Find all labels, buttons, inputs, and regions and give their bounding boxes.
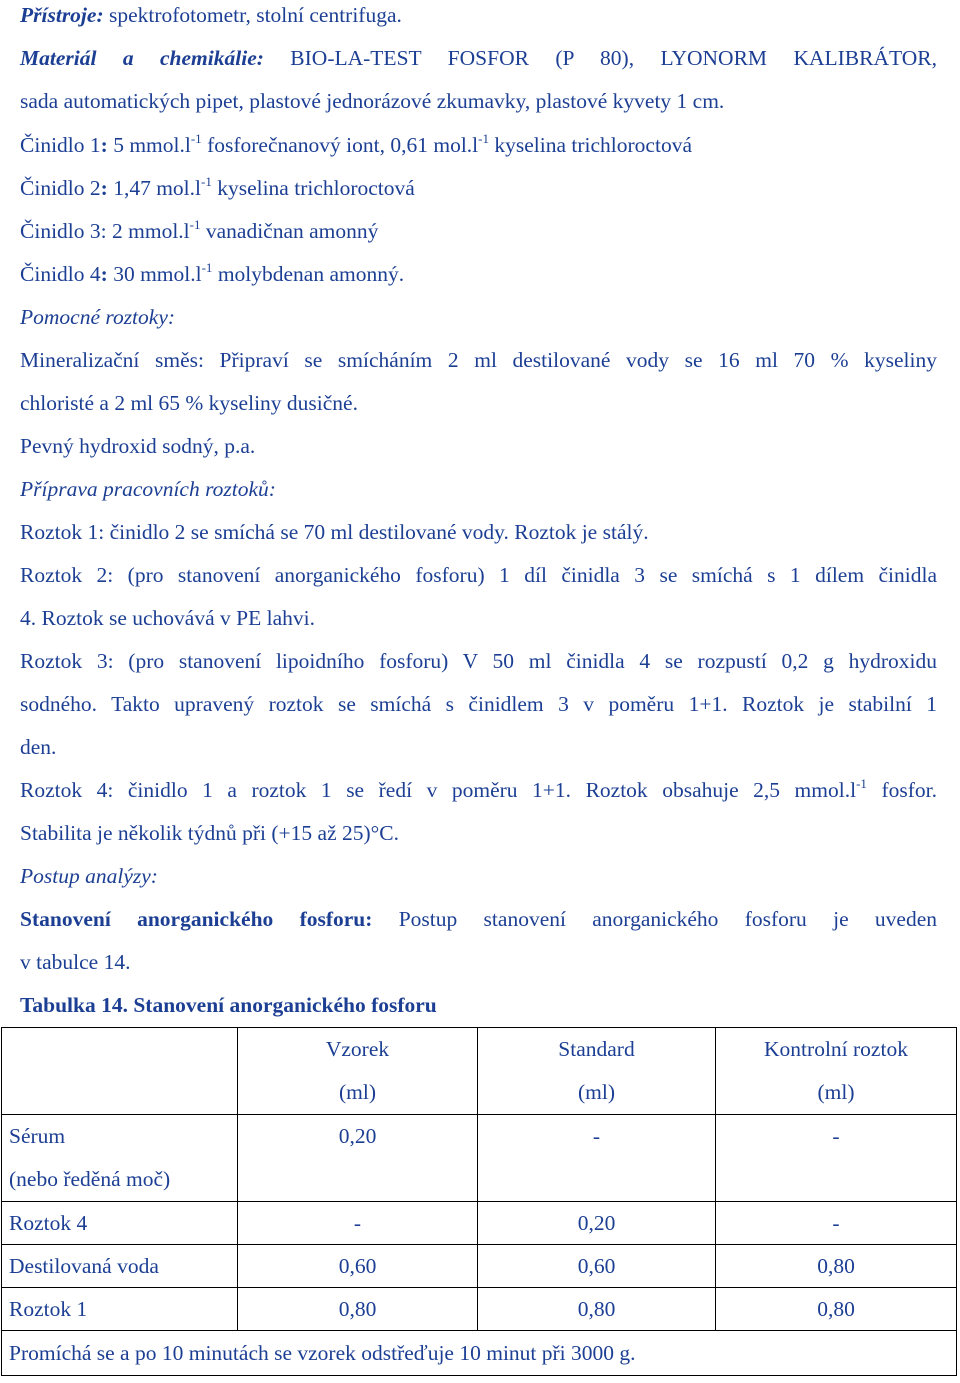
postup-label: Stanovení anorganického fosforu:	[20, 907, 373, 931]
roztok-3-text-3: den.	[20, 735, 57, 759]
roztok-2-text-2: 4. Roztok se uchovává v PE lahvi.	[20, 606, 315, 630]
table-caption: Tabulka 14. Stanovení anorganického fosforu	[20, 993, 437, 1017]
postup-heading: Postup analýzy:	[20, 864, 158, 888]
table-footer-row	[2, 1331, 957, 1376]
cinidlo-3: Činidlo 3: 2 $mmol.l^{-1}$ vanadičnan amonný	[20, 217, 379, 243]
table-cell: -	[238, 1202, 478, 1245]
table-header-cell: Kontrolní roztok (ml)	[716, 1028, 957, 1115]
cinidlo-2-label: Činidlo 2	[20, 176, 101, 200]
table-header-cell: Vzorek (ml)	[238, 1028, 478, 1115]
table-cell: 0,80	[478, 1288, 716, 1331]
table-cell: 0,20	[238, 1115, 478, 1202]
cinidlo-4-label: Činidlo 4	[20, 262, 101, 286]
table-cell: 0,80	[238, 1288, 478, 1331]
table-row	[2, 1288, 957, 1331]
priprava-heading: Příprava pracovních roztoků:	[20, 477, 276, 501]
cinidlo-3-label: Činidlo 3	[20, 219, 101, 243]
table-row-label: Destilovaná voda	[2, 1245, 238, 1288]
table-cell: 0,80	[716, 1288, 957, 1331]
material-label: Materiál a chemikálie:	[20, 46, 264, 70]
table-header-cell: Standard (ml)	[478, 1028, 716, 1115]
roztok-3-text-1: Roztok 3: (pro stanovení lipoidního fosforu) V 50 ml činidla 4 se rozpustí 0,2 g hydroxidu	[20, 649, 937, 673]
table-cell: -	[716, 1115, 957, 1202]
postup-line-2: v tabulce 14.	[20, 950, 131, 974]
pristroje-text: spektrofotometr, stolní centrifuga.	[103, 3, 402, 27]
table-cell: 0,60	[238, 1245, 478, 1288]
postup-line-1: Stanovení anorganického fosforu: Postup stanovení anorganického fosforu je uveden	[20, 907, 938, 931]
cinidlo-4: Činidlo 4: 30 $mmol.l^{-1}$ molybdenan amonný.	[20, 260, 405, 286]
table-row-label: Roztok 4	[2, 1202, 238, 1245]
table-header-row	[2, 1028, 957, 1115]
pomocne-line-2: chloristé a 2 ml 65 % kyseliny dusičné.	[20, 391, 358, 415]
data-table	[1, 1027, 957, 1376]
material-text-1: BIO-LA-TEST FOSFOR (P 80), LYONORM KALIBRÁTOR,	[263, 46, 937, 70]
table-cell: 0,20	[478, 1202, 716, 1245]
table-cell: 0,60	[478, 1245, 716, 1288]
pristroje-line	[20, 3, 402, 28]
table-cell: -	[478, 1115, 716, 1202]
cinidlo-2: Činidlo 2: 1,47 $mol.l^{-1}$ kyselina trichloroctová	[20, 174, 415, 200]
table-footer: Promíchá se a po 10 minutách se vzorek odstřeďuje 10 minut při 3000 g.	[2, 1331, 957, 1376]
cinidlo-1: Činidlo 1: 5 $mmol.l^{-1}$ fosforečnanový iont, 0,61 $mol.l^{-1}$ kyselina trichloroctová	[20, 131, 692, 157]
table-row-label: Roztok 1	[2, 1288, 238, 1331]
material-line-2: sada automatických pipet, plastové jednorázové zkumavky, plastové kyvety 1 cm.	[20, 89, 725, 113]
roztok-1-text: Roztok 1: činidlo 2 se smíchá se 70 ml destilované vody. Roztok je stálý.	[20, 520, 649, 544]
pomocne-line-1: Mineralizační směs: Připraví se smícháním 2 ml destilované vody se 16 ml 70 % kyseliny	[20, 348, 937, 372]
table-row	[2, 1245, 957, 1288]
cinidlo-1-label: Činidlo 1	[20, 133, 101, 157]
roztok-4-text-1: Roztok 4: činidlo 1 a roztok 1 se ředí v poměru 1+1. Roztok obsahuje 2,5 $mmol.l^{-1}$ fosfor.	[20, 776, 937, 802]
pristroje-label: Přístroje:	[20, 3, 104, 27]
roztok-4-text-2: Stabilita je několik týdnů při (+15 až 25)°C.	[20, 821, 399, 845]
pomocne-heading: Pomocné roztoky:	[20, 305, 176, 329]
table-row-label: Sérum (nebo ředěná moč)	[2, 1115, 238, 1202]
table-header-empty	[2, 1028, 238, 1115]
table-row	[2, 1202, 957, 1245]
table-cell: -	[716, 1202, 957, 1245]
roztok-2-text-1: Roztok 2: (pro stanovení anorganického fosforu) 1 díl činidla 3 se smíchá s 1 dílem činidla	[20, 563, 937, 587]
roztok-3-text-2: sodného. Takto upravený roztok se smíchá s činidlem 3 v poměru 1+1. Roztok je stabilní 1	[20, 692, 937, 716]
material-line-1	[20, 46, 937, 71]
table-row	[2, 1115, 957, 1202]
pomocne-line-3: Pevný hydroxid sodný, p.a.	[20, 434, 256, 458]
table-cell: 0,80	[716, 1245, 957, 1288]
